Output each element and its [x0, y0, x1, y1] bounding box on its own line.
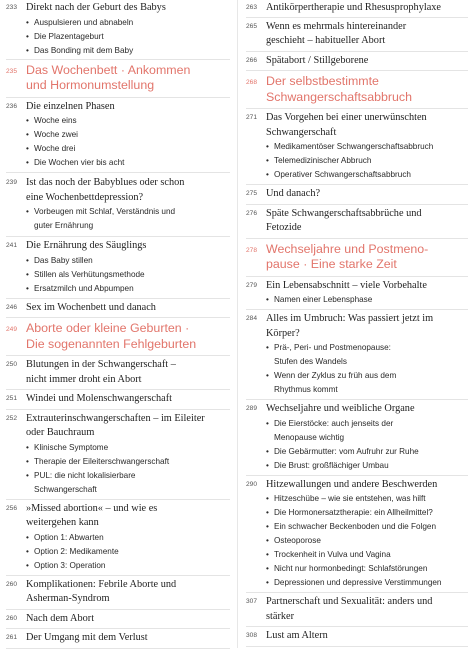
toc-page-number: 246 — [6, 303, 18, 311]
toc-page-number: 233 — [6, 4, 18, 12]
entry-title: Das Vorgehen bei einer unerwünschten Schwangerschaft — [266, 112, 427, 138]
section-title: Das Wochenbett · Ankommen und Hormonumstellung — [26, 62, 191, 92]
toc-entry — [246, 52, 468, 72]
toc-page-number: 289 — [246, 405, 258, 413]
toc-page-number: 276 — [246, 209, 258, 217]
toc-entry — [246, 627, 468, 647]
toc-entry — [246, 18, 468, 52]
toc-page-number: 284 — [246, 315, 258, 323]
toc-page-number: 279 — [246, 281, 258, 289]
toc-entry-body — [26, 301, 230, 316]
section-title: Der selbstbestimmte Schwangerschaftsabbruch — [266, 74, 413, 104]
toc-entry-body — [26, 100, 230, 171]
toc-entry-body — [266, 629, 468, 644]
toc-subentry: • Nicht nur hormonbedingt: Schlafstörungen — [266, 562, 468, 576]
toc-subentry: • Die Gebärmutter: vom Aufruhr zur Ruhe — [266, 445, 468, 459]
entry-title: Ist das noch der Babyblues oder schon eine Wochenbettdepression? — [26, 177, 185, 203]
toc-subentry: • Medikamentöser Schwangerschaftsabbruch — [266, 140, 468, 154]
entry-title: Hitzewallungen und andere Beschwerden — [266, 478, 438, 490]
toc-page-number: 271 — [246, 114, 258, 122]
toc-subentry: • Die Plazentageburt — [26, 30, 230, 44]
toc-entry-body — [26, 176, 230, 233]
toc-entry — [6, 410, 230, 500]
toc-entry-body — [26, 358, 230, 387]
toc-page-number: 266 — [246, 56, 258, 64]
toc-subentry: • Stillen als Verhütungsmethode — [26, 268, 230, 282]
toc-subentry: • Woche zwei — [26, 128, 230, 142]
toc-subentry: • Die Hormonersatztherapie: ein Allheilmittel? — [266, 506, 468, 520]
toc-entry-body — [266, 312, 468, 397]
toc-page-number: 261 — [6, 634, 18, 642]
entry-title: Blutungen in der Schwangerschaft – nicht immer droht ein Abort — [26, 359, 176, 385]
toc-entry-body — [26, 239, 230, 296]
toc-entry-body — [266, 279, 468, 308]
toc-entry — [246, 277, 468, 311]
toc-subentry: • Operativer Schwangerschaftsabbruch — [266, 168, 468, 182]
toc-page-number: 308 — [246, 632, 258, 640]
toc-entry — [6, 0, 230, 60]
column-divider — [237, 0, 238, 648]
toc-subentry: • Ersatzmilch und Abpumpen — [26, 282, 230, 296]
toc-page-number: 278 — [246, 246, 258, 254]
entry-title: Die einzelnen Phasen — [26, 100, 115, 112]
toc-entry — [6, 390, 230, 410]
toc-subentry: • Telemedizinischer Abbruch — [266, 154, 468, 168]
toc-entry — [6, 299, 230, 319]
entry-title: Der Umgang mit dem Verlust — [26, 632, 148, 643]
toc-subentry: • Klinische Symptome — [26, 441, 230, 455]
toc-page-number: 260 — [6, 580, 18, 588]
entry-title: Nach dem Abort — [26, 612, 95, 624]
entry-title: Direkt nach der Geburt des Babys — [26, 2, 166, 13]
toc-subentry: • Trockenheit in Vulva und Vagina — [266, 548, 468, 562]
toc-entry-body — [266, 187, 468, 202]
toc-entry-body — [266, 207, 468, 236]
toc-page-number: 275 — [246, 190, 258, 198]
toc-page-number: 235 — [6, 67, 18, 75]
toc-section-heading — [6, 318, 230, 356]
toc-entry-body — [26, 612, 230, 627]
toc-column-right — [246, 0, 468, 647]
toc-subentry: • Prä-, Peri- und Postmenopause: Stufen des Wandels — [266, 341, 468, 369]
entry-title: Und danach? — [266, 188, 321, 199]
toc-entry — [6, 629, 230, 649]
toc-entry-body — [26, 578, 230, 607]
toc-page-number: 251 — [6, 395, 18, 403]
toc-entry-body — [26, 631, 230, 646]
entry-title: Windei und Molenschwangerschaft — [26, 393, 172, 404]
toc-entry-body — [266, 74, 468, 105]
toc-subentry: • Das Bonding mit dem Baby — [26, 44, 230, 58]
toc-entry — [246, 205, 468, 239]
toc-page-number: 256 — [6, 504, 18, 512]
toc-subentry: • Die Brust: großflächiger Umbau — [266, 459, 468, 473]
toc-entry-body — [266, 1, 468, 16]
toc-entry — [246, 476, 468, 594]
entry-title: Antikörpertherapie und Rhesusprophylaxe — [266, 2, 442, 13]
toc-subentry: • Woche drei — [26, 142, 230, 156]
entry-title: Die Ernährung des Säuglings — [26, 240, 147, 251]
toc-page-number: 260 — [6, 614, 18, 622]
entry-title: Wechseljahre und weibliche Organe — [266, 403, 415, 414]
toc-page-number: 250 — [6, 361, 18, 369]
toc-subentry: • Die Wochen vier bis acht — [26, 156, 230, 170]
toc-entry — [6, 576, 230, 610]
toc-page-number: 239 — [6, 179, 18, 187]
toc-subentry: • Therapie der Eileiterschwangerschaft — [26, 455, 230, 469]
entry-title: Lust am Altern — [266, 630, 328, 641]
toc-column-left — [6, 0, 230, 649]
toc-section-heading — [246, 239, 468, 277]
toc-entry-body — [26, 63, 230, 94]
toc-section-heading — [246, 71, 468, 109]
toc-subentry: • Die Eierstöcke: auch jenseits der Menopause wichtig — [266, 417, 468, 445]
toc-page-number: 252 — [6, 414, 18, 422]
toc-entry — [246, 185, 468, 205]
toc-entry — [6, 356, 230, 390]
toc-page-number: 307 — [246, 598, 258, 606]
section-title: Wechseljahre und Postmeno- pause · Eine starke Zeit — [266, 241, 429, 271]
toc-entry — [246, 0, 468, 18]
entry-title: Späte Schwangerschaftsabbrüche und Fetozide — [266, 207, 422, 233]
section-title: Aborte oder kleine Geburten · Die sogenannten Fehlgeburten — [26, 321, 197, 351]
entry-title: Alles im Umbruch: Was passiert jetzt im Körper? — [266, 313, 434, 339]
toc-entry — [246, 400, 468, 476]
toc-subentry: • Auspulsieren und abnabeln — [26, 16, 230, 30]
toc-subentry: • Option 3: Operation — [26, 559, 230, 573]
toc-entry-body — [266, 402, 468, 473]
toc-entry — [246, 109, 468, 185]
toc-subentry: • Option 1: Abwarten — [26, 531, 230, 545]
toc-entry-body — [26, 321, 230, 352]
toc-page-number: 265 — [246, 22, 258, 30]
toc-page-number: 263 — [246, 4, 258, 12]
toc-entry-body — [266, 111, 468, 182]
entry-title: Partnerschaft und Sexualität: anders und stärker — [266, 596, 433, 622]
entry-title: Wenn es mehrmals hintereinander geschieht – habitueller Abort — [266, 20, 407, 46]
toc-entry — [6, 500, 230, 576]
toc-subentry: • Wenn der Zyklus zu früh aus dem Rhythmus kommt — [266, 369, 468, 397]
toc-page-number: 236 — [6, 102, 18, 110]
toc-page-number: 290 — [246, 480, 258, 488]
toc-subentry: • Vorbeugen mit Schlaf, Verständnis und guter Ernährung — [26, 205, 230, 233]
toc-entry-body — [26, 412, 230, 497]
entry-title: Komplikationen: Febrile Aborte und Asherman-Syndrom — [26, 578, 177, 604]
toc-subentry: • Option 2: Medikamente — [26, 545, 230, 559]
toc-section-heading — [6, 60, 230, 98]
toc-entry-body — [26, 502, 230, 573]
toc-subentry: • Ein schwacher Beckenboden und die Folgen — [266, 520, 468, 534]
toc-entry-body — [266, 20, 468, 49]
toc-subentry: • Depressionen und depressive Verstimmungen — [266, 576, 468, 590]
toc-subentry: • Das Baby stillen — [26, 254, 230, 268]
toc-subentry: • PUL: die nicht lokalisierbare Schwangerschaft — [26, 469, 230, 497]
toc-page-number: 241 — [6, 242, 18, 250]
toc-entry — [246, 310, 468, 400]
toc-entry-body — [266, 54, 468, 69]
entry-title: Extrauterinschwangerschaften – im Eileiter oder Bauchraum — [26, 412, 205, 438]
toc-page-number: 268 — [246, 79, 258, 86]
toc-entry-body — [266, 595, 468, 624]
toc-subentry: • Osteoporose — [266, 534, 468, 548]
toc-entry — [246, 593, 468, 627]
toc-entry — [6, 237, 230, 299]
entry-title: Ein Lebensabschnitt – viele Vorbehalte — [266, 279, 427, 291]
toc-entry — [6, 610, 230, 630]
toc-entry-body — [26, 1, 230, 58]
toc-subentry: • Namen einer Lebensphase — [266, 293, 468, 307]
toc-subentry: • Hitzeschübe – wie sie entstehen, was hilft — [266, 492, 468, 506]
toc-subentry: • Woche eins — [26, 114, 230, 128]
toc-entry — [6, 173, 230, 237]
toc-entry-body — [266, 478, 468, 591]
toc-entry-body — [266, 242, 468, 273]
entry-title: Sex im Wochenbett und danach — [26, 301, 156, 313]
entry-title: »Missed abortion« – und wie es weitergehen kann — [26, 502, 158, 528]
toc-page-number: 249 — [6, 326, 18, 333]
toc-entry-body — [26, 392, 230, 407]
entry-title: Spätabort / Stillgeborene — [266, 54, 369, 66]
toc-entry — [6, 98, 230, 174]
